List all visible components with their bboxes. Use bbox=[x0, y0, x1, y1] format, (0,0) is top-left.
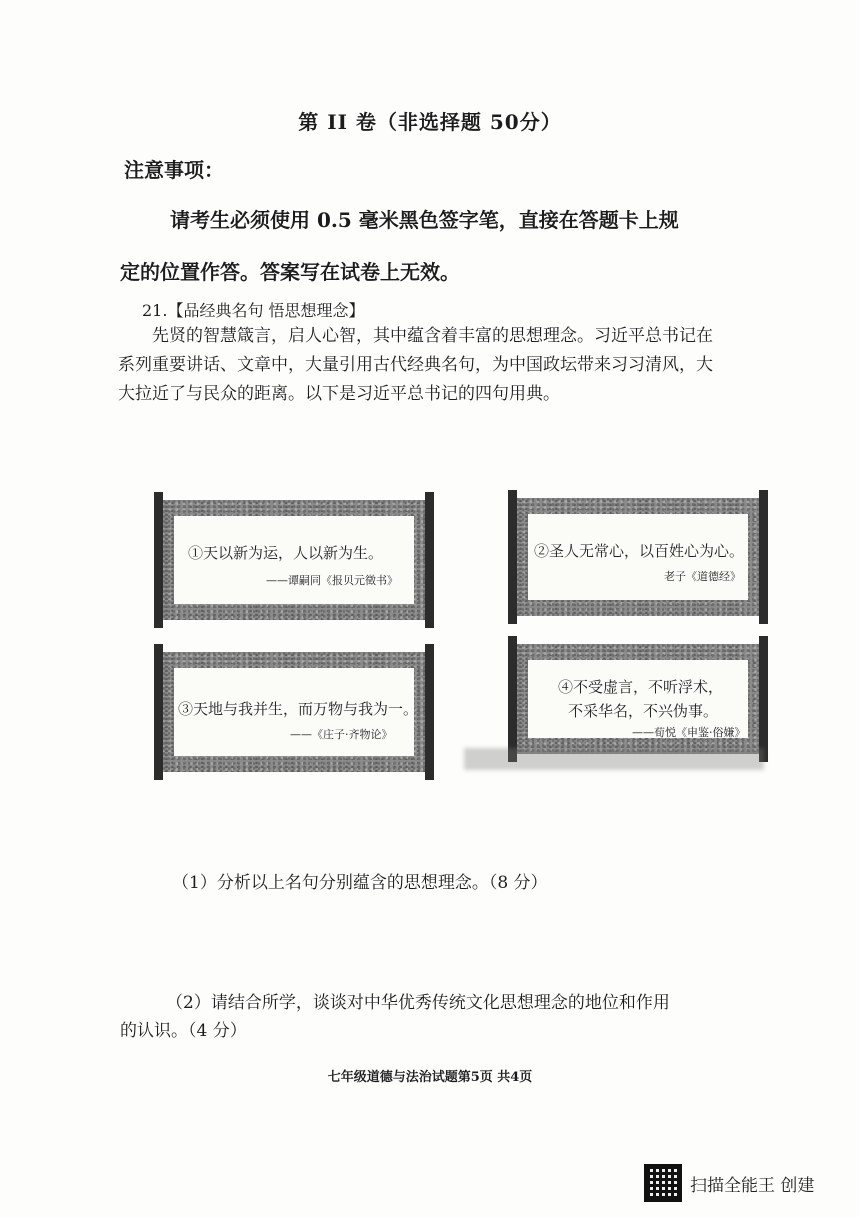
scroll-quote: ③天地与我并生，而万物与我为一。 bbox=[178, 700, 419, 718]
question-intro: 先贤的智慧箴言，启人心智，其中蕴含着丰富的思想理念。习近平总书记在系列重要讲话、文章中，大量引用古代经典名句，为中国政坛带来习习清风，大大拉近了与民众的距离。以下是习近平总书记的四句用典。 bbox=[118, 326, 713, 404]
scroll-source: 老子《道德经》 bbox=[664, 570, 741, 583]
scroll-quote-line-2: 不采华名，不兴伪事。 bbox=[568, 702, 719, 720]
scroll-quote: ②圣人无常心，以百姓心为心。 bbox=[534, 542, 745, 560]
sub-question-2-line-1: （2）请结合所学，谈谈对中华优秀传统文化思想理念的地位和作用 bbox=[166, 993, 670, 1013]
notice-line-1: 请考生必须使用 0.5 毫米黑色签字笔，直接在答题卡上规 bbox=[170, 208, 679, 232]
qr-code-icon bbox=[644, 1164, 682, 1202]
sub-question-2-line-2: 的认识。（4 分） bbox=[120, 1021, 247, 1041]
scanner-watermark bbox=[644, 1164, 814, 1202]
quote-scroll-3 bbox=[158, 652, 430, 772]
quote-scroll-1 bbox=[158, 500, 430, 620]
notice-line-2: 定的位置作答。答案写在试卷上无效。 bbox=[120, 260, 460, 284]
scroll-paper bbox=[174, 668, 419, 756]
scan-smudge bbox=[464, 748, 764, 770]
notice-heading: 注意事项： bbox=[124, 158, 224, 182]
question-heading: 21.【品经典名句 悟思想理念】 bbox=[142, 301, 365, 320]
scroll-source: ——《庄子·齐物论》 bbox=[290, 728, 393, 741]
section-title: 第 II 卷（非选择题 50分） bbox=[298, 110, 562, 134]
quote-scroll-2 bbox=[512, 498, 764, 616]
quote-scroll-4 bbox=[512, 644, 764, 754]
scroll-paper bbox=[174, 516, 414, 604]
scroll-paper bbox=[528, 514, 748, 600]
scroll-quote: ①天以新为运，人以新为生。 bbox=[188, 544, 384, 562]
scroll-paper bbox=[528, 660, 748, 738]
scroll-source: ——谭嗣同《报贝元徵书》 bbox=[266, 574, 398, 587]
watermark-text: 扫描全能王 创建 bbox=[690, 1175, 815, 1196]
page-footer: 七年级道德与法治试题第5页 共4页 bbox=[327, 1070, 533, 1085]
scroll-source: ——荀悦《申鉴·俗嫌》 bbox=[632, 726, 746, 739]
scroll-quote-line-1: ④不受虚言，不听浮术， bbox=[558, 678, 724, 696]
sub-question-1: （1）分析以上名句分别蕴含的思想理念。（8 分） bbox=[172, 873, 548, 893]
